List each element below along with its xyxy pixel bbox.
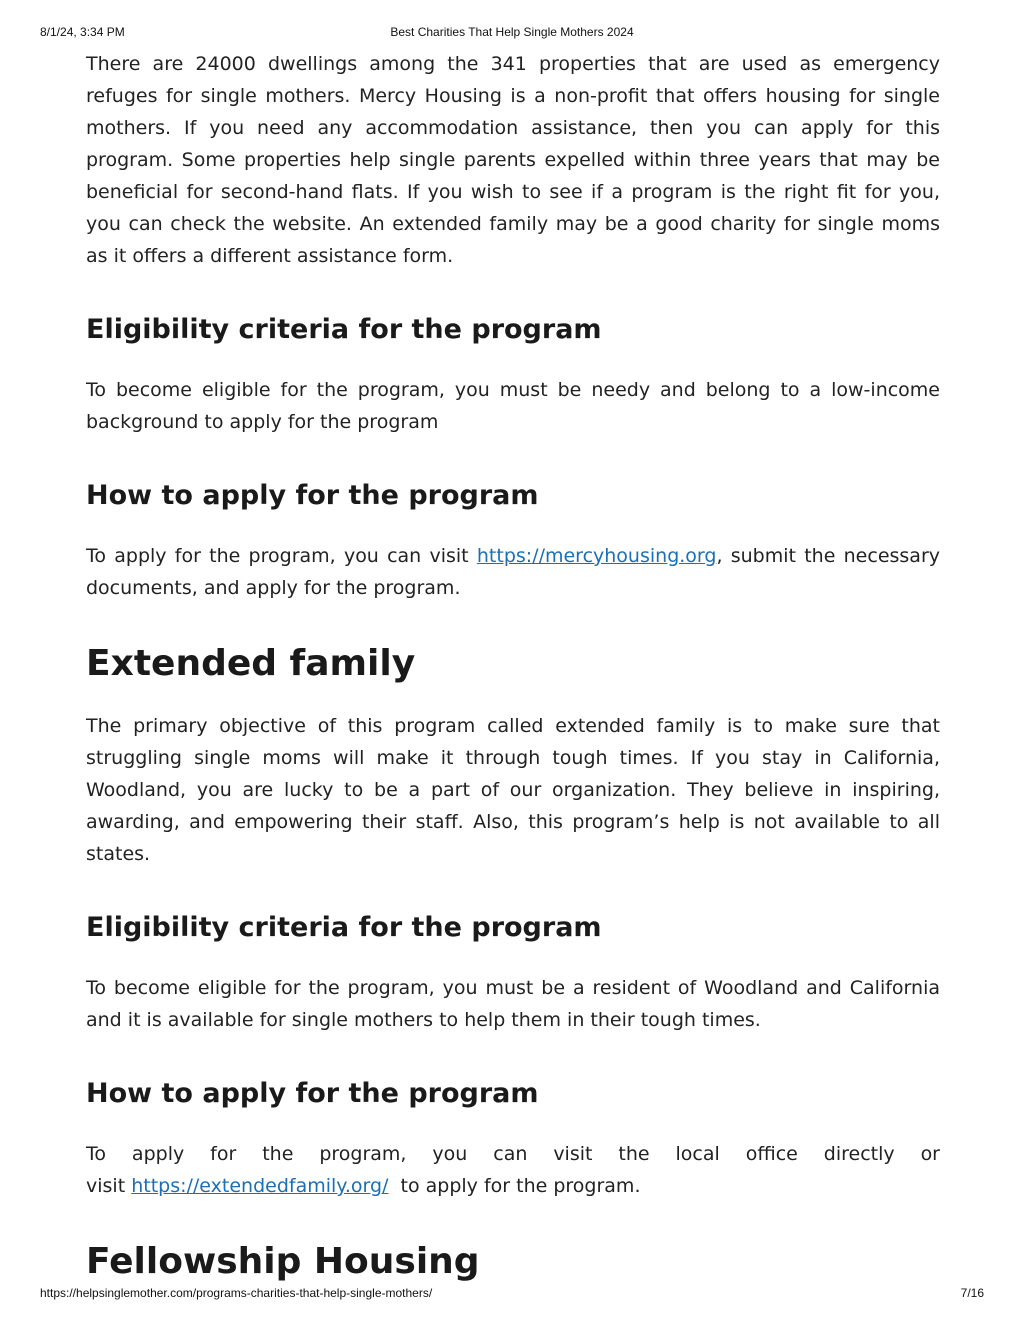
extended-family-paragraph: The primary objective of this program called extended family is to make sure that struggling single moms will make it through tough times. If you stay in California, Woodland, you are lucky to be a part of our organization. They believe in inspiring, awarding, and empowering their staff. Also, this program’s help is not available to all states. — [86, 715, 940, 865]
extended-apply-text-after: to apply for the program. — [388, 1175, 641, 1197]
article-content — [86, 48, 940, 1284]
extended-family-heading: Extended family — [86, 643, 416, 684]
mercy-apply-heading: How to apply for the program — [86, 480, 539, 511]
extended-family-link[interactable]: https://extendedfamily.org/ — [131, 1175, 389, 1197]
extended-apply-text-before: visit — [86, 1175, 132, 1197]
mercy-housing-link[interactable]: https://mercyhousing.org — [476, 545, 717, 567]
mercy-eligibility-heading: Eligibility criteria for the program — [86, 314, 602, 345]
mercy-eligibility-paragraph: To become eligible for the program, you must be needy and belong to a low-income background to apply for the program — [86, 379, 940, 433]
print-page-number: 7/16 — [960, 1286, 984, 1300]
extended-apply-line-1: To apply for the program, you can visit the local office directly or — [86, 1143, 940, 1165]
mercy-apply-text-before: To apply for the program, you can visit — [86, 545, 477, 567]
print-footer — [40, 1286, 984, 1302]
print-page-title: Best Charities That Help Single Mothers 2024 — [390, 25, 634, 39]
intro-paragraph: There are 24000 dwellings among the 341 properties that are used as emergency refuges for single mothers. Mercy Housing is a non-profit that offers housing for single mothers. If you need any accommodation assistance, then you can apply for this program. Some properties help single parents expelled within three years that may be beneficial for second-hand flats. If you wish to see if a program is the right fit for you, you can check the website. An extended family may be a good charity for single moms as it offers a different assistance form. — [86, 53, 940, 267]
print-datetime: 8/1/24, 3:34 PM — [40, 25, 125, 39]
extended-eligibility-paragraph: To become eligible for the program, you must be a resident of Woodland and California and it is available for single mothers to help them in their tough times. — [86, 977, 940, 1031]
extended-apply-heading: How to apply for the program — [86, 1078, 539, 1109]
extended-eligibility-heading: Eligibility criteria for the program — [86, 912, 602, 943]
fellowship-housing-heading: Fellowship Housing — [86, 1241, 480, 1282]
print-source-url: https://helpsinglemother.com/programs-charities-that-help-single-mothers/ — [40, 1286, 433, 1300]
print-header — [40, 25, 984, 41]
mercy-apply-text-after: , submit the necessary documents, and apply for the program. — [86, 545, 940, 599]
extended-apply-line-2 — [86, 1170, 940, 1202]
mercy-apply-paragraph — [86, 540, 940, 604]
